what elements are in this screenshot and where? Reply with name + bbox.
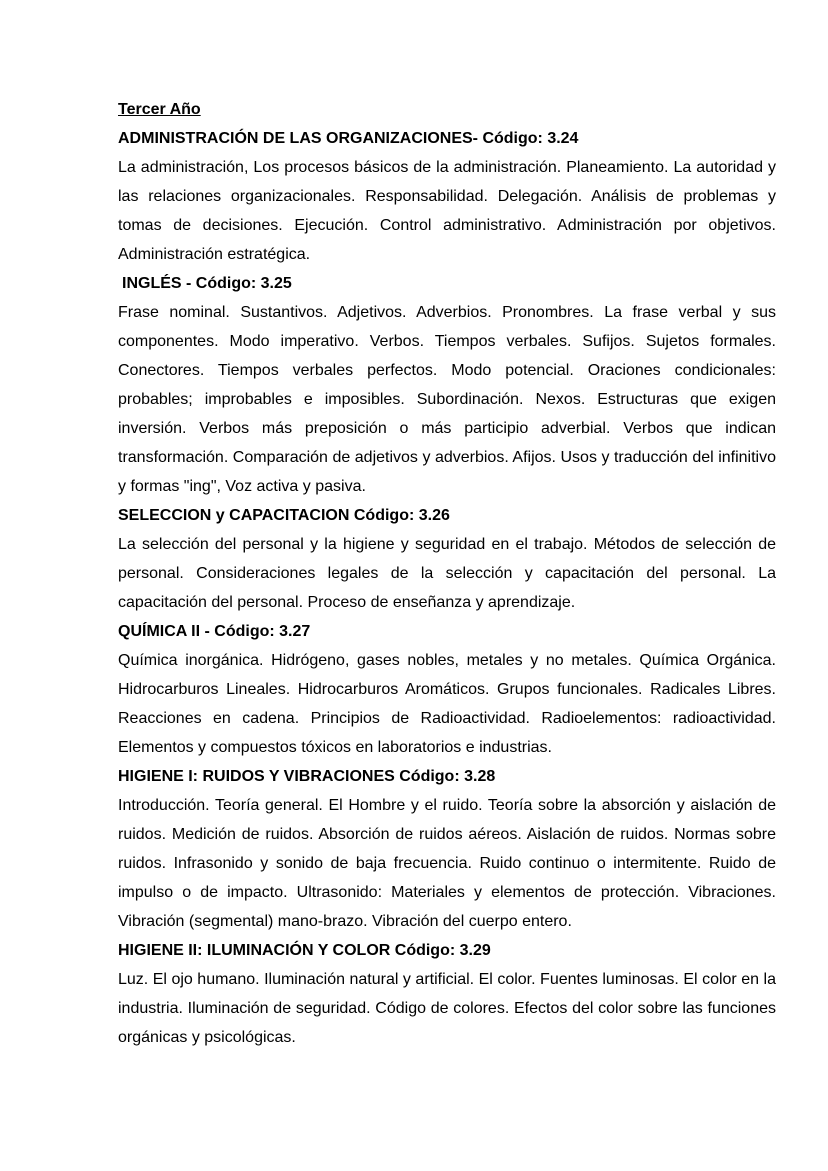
year-title: Tercer Año	[118, 101, 201, 118]
subject-body-administracion: La administración, Los procesos básicos de la administración. Planeamiento. La autoridad y las relaciones organizacionales. Responsabilidad. Delegación. Análisis de problemas y tomas de decisiones. Ejecución. Control administrativo. Administración por objetivos. Administración estratégica.	[118, 159, 776, 263]
document-page	[118, 95, 776, 1052]
subject-title-higiene-2: HIGIENE II: ILUMINACIÓN Y COLOR Código: 3.29	[118, 942, 491, 959]
subject-title-quimica: QUÍMICA II - Código: 3.27	[118, 623, 311, 640]
subject-body-higiene-1: Introducción. Teoría general. El Hombre y el ruido. Teoría sobre la absorción y aislación de ruidos. Medición de ruidos. Absorción de ruidos aéreos. Aislación de ruidos. Normas sobre ruidos. Infrasonido y sonido de baja frecuencia. Ruido continuo o intermitente. Ruido de impulso o de impacto. Ultrasonido: Materiales y elementos de protección. Vibraciones. Vibración (segmental) mano-brazo. Vibración del cuerpo entero.	[118, 797, 776, 930]
subject-title-ingles: INGLÉS - Código: 3.25	[122, 275, 292, 292]
subject-body-quimica: Química inorgánica. Hidrógeno, gases nobles, metales y no metales. Química Orgánica. Hidrocarburos Lineales. Hidrocarburos Aromáticos. Grupos funcionales. Radicales Libres. Reacciones en cadena. Principios de Radioactividad. Radioelementos: radioactividad. Elementos y compuestos tóxicos en laboratorios e industrias.	[118, 652, 776, 756]
subject-title-higiene-1: HIGIENE I: RUIDOS Y VIBRACIONES Código: 3.28	[118, 768, 496, 785]
subject-title-seleccion: SELECCION y CAPACITACION Código: 3.26	[118, 507, 450, 524]
subject-body-higiene-2: Luz. El ojo humano. Iluminación natural y artificial. El color. Fuentes luminosas. El color en la industria. Iluminación de seguridad. Código de colores. Efectos del color sobre las funciones orgánicas y psicológicas.	[118, 971, 776, 1046]
subject-body-ingles: Frase nominal. Sustantivos. Adjetivos. Adverbios. Pronombres. La frase verbal y sus componentes. Modo imperativo. Verbos. Tiempos verbales. Sufijos. Sujetos formales. Conectores. Tiempos verbales perfectos. Modo potencial. Oraciones condicionales: probables; improbables e imposibles. Subordinación. Nexos. Estructuras que exigen inversión. Verbos más preposición o más participio adverbial. Verbos que indican transformación. Comparación de adjetivos y adverbios. Afijos. Usos y traducción del infinitivo y formas "ing", Voz activa y pasiva.	[118, 304, 776, 495]
subject-title-administracion: ADMINISTRACIÓN DE LAS ORGANIZACIONES- Código: 3.24	[118, 130, 579, 147]
subject-body-seleccion: La selección del personal y la higiene y seguridad en el trabajo. Métodos de selección de personal. Consideraciones legales de la selección y capacitación del personal. La capacitación del personal. Proceso de enseñanza y aprendizaje.	[118, 536, 776, 611]
